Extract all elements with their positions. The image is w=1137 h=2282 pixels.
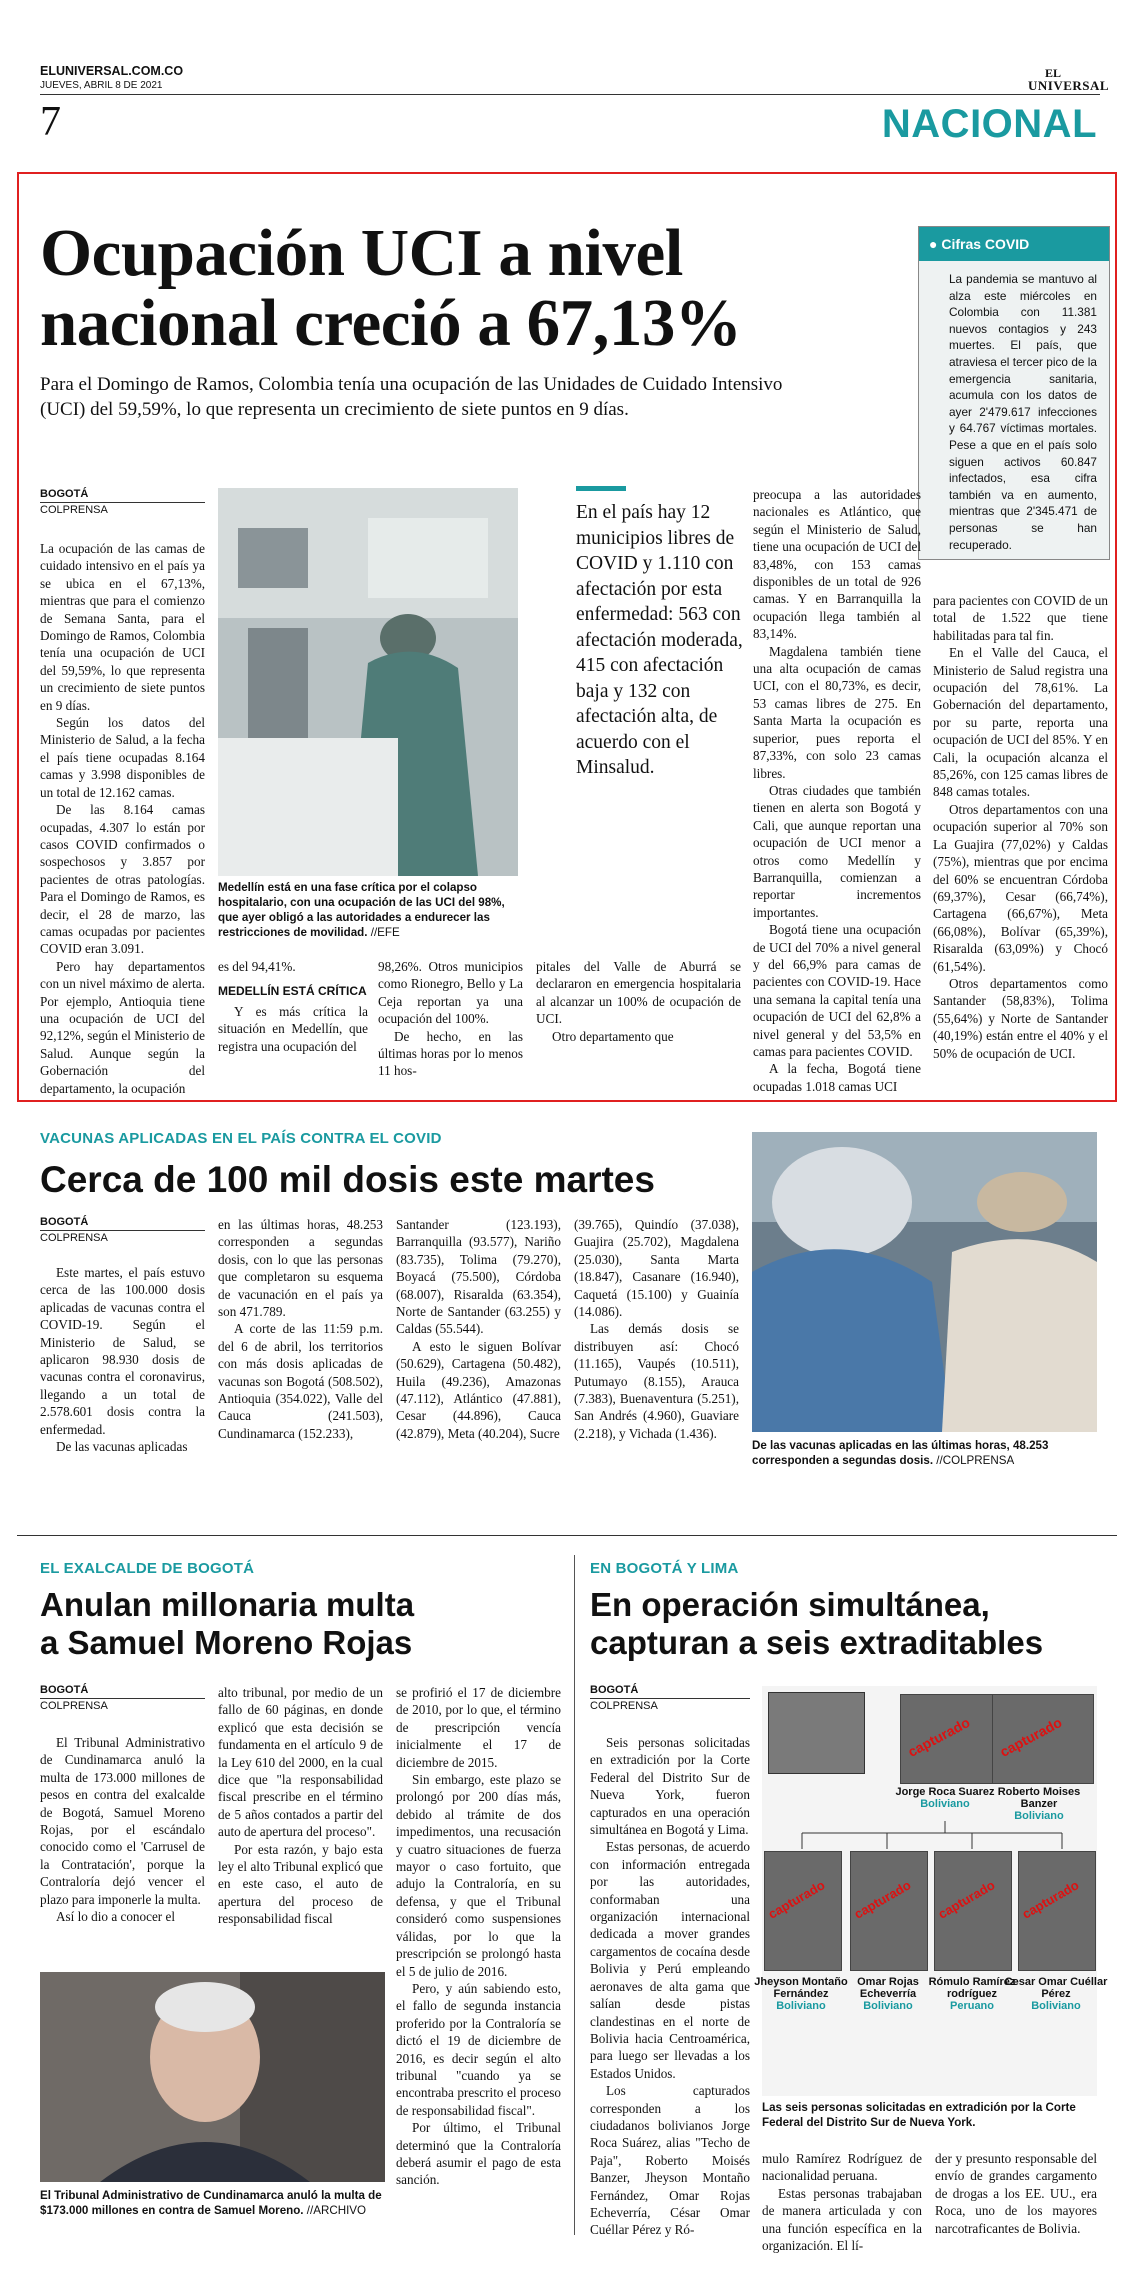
vacunas-headline: Cerca de 100 mil dosis este martes [40,1159,655,1200]
paragraph: En el Valle del Cauca, el Ministerio de Salud registra una ocupación del 78,61%. La Gobernación del departamento, por su parte, reporta una ocupación de UCI del 85%. Y en Cali, la ocupación alcanza el 85,26%, con 125 camas libres de 848 camas totales. [933,645,1108,800]
moreno-headline [40,1586,414,1662]
byline-agency: COLPRENSA [40,1700,108,1712]
byline-city: BOGOTÁ [40,1216,205,1231]
byline-agency: COLPRENSA [590,1700,658,1712]
paragraph: La ocupación de las camas de cuidado intensivo en el país ya se ubica en el 67,13%, mientras que para el comienzo de Semana Santa, para el Domingo de Ramos, Colombia tenía una ocupación de UCI del 59,59%, lo que representa un crecimiento de siete puntos en 9 días. [40,541,205,713]
paragraph: De las vacunas aplicadas [56,1439,188,1455]
lead-column-4 [536,958,741,1045]
lead-subhead: MEDELLÍN ESTÁ CRÍTICA [218,984,367,999]
extraditables-column-2 [762,2150,922,2254]
lead-column-5 [753,486,921,1095]
person-name: Jheyson Montaño Fernández [754,1976,848,2000]
paragraph: De las 8.164 camas ocupadas, 4.307 lo están por casos COVID confirmados o sospechosos y 3.857 por pacientes de otras patologías. Para el Domingo de Ramos, es decir, el 28 de marzo, las camas ocupadas por pacientes COVID eran 3.091. [40,802,205,957]
person-name-6 [1001,1976,1111,2012]
moreno-caption-text: El Tribunal Administrativo de Cundinamarca anuló la multa de $173.000 millones en contra de Samuel Moreno. [40,2189,382,2217]
moreno-photo [40,1972,385,2182]
paragraph: Según los datos del Ministerio de Salud, a la fecha el país tiene ocupadas 8.164 camas y 3.998 disponibles de un total de 12.162 camas. [40,715,205,800]
person-name: Rómulo Ramírez rodríguez [928,1976,1016,2000]
vacunas-kicker: VACUNAS APLICADAS EN EL PAÍS CONTRA EL COVID [40,1130,442,1147]
extraditables-headline [590,1586,1043,1662]
page-number: 7 [40,99,61,145]
mugshot-2 [992,1694,1094,1784]
moreno-kicker: EL EXALCALDE DE BOGOTÁ [40,1560,255,1577]
circle-icon: ● [929,236,942,252]
lead-caption-credit: //EFE [370,926,400,939]
vacunas-column-1 [40,1264,205,1455]
extraditables-kicker: EN BOGOTÁ Y LIMA [590,1560,739,1577]
issue-date: JUEVES, ABRIL 8 DE 2021 [40,80,163,91]
paragraph: Otros departamentos como Santander (58,83%), Tolima (55,64%) y Norte de Santander (40,19%) están entre el 40% y el 50% de ocupación de UCI. [933,975,1108,1061]
moreno-byline [40,1684,205,1713]
captured-stamp: capturado [1019,1877,1082,1922]
person-nationality: Boliviano [920,1798,970,1810]
paragraph: Pero, y aún sabiendo esto, el fallo de segunda instancia proferido por la Contraloría se dictó el 19 de diciembre de 2016, es decir según el alto tribunal "cuando ya se encontraba prescrito el proceso de responsabilidad fiscal". [396,1980,561,2118]
captured-stamp: capturado [997,1714,1065,1760]
paragraph: A la fecha, Bogotá tiene ocupadas 1.018 camas UCI [753,1061,921,1094]
vacunas-column-3 [396,1216,561,1442]
cifras-covid-title-text: Cifras COVID [941,236,1030,252]
mugshot-5 [934,1851,1012,1971]
person-nationality: Boliviano [1014,1810,1064,1822]
paragraph: Los capturados corresponden a los ciudadanos bolivianos Jorge Roca Suárez, alias "Techo de Paja", Roberto Moisés Banzer, Jheyson Montaño Fernández, Omar Rojas Echeverría, César Omar Cuéllar Pérez y Ró- [590,2083,750,2238]
paragraph: A esto le siguen Bolívar (50.629), Cartagena (50.482), Huila (49.236), Amazonas (47.112), Atlántico (47.881), Cesar (44.896), Cauca (42.879), Meta (40.204), Sucre [396,1338,561,1441]
person-name: Roberto Moises Banzer [997,1786,1081,1810]
paragraph: Otras ciudades que también tienen en alerta son Bogotá y Cali, que aunque reportan una ocupación de UCI menor a otros como Medellín y Barranquilla, comienzan a reportar incrementos importantes. [753,782,921,920]
cifras-covid-text: La pandemia se mantuvo al alza este miércoles en Colombia con 11.381 nuevos contagios y 243 muertes. El país, que atraviesa el tercer pico de la emergencia sanitaria, acumula con los datos de ayer 2'479.617 infecciones y 64.767 víctimas mortales. Pese a que en el país solo siguen activos 60.847 infectados, esa cifra también va en aumento, mientras que 2'345.471 de personas se han recuperado. [949,272,1097,552]
paragraph: Bogotá tiene una ocupación de UCI del 70% a nivel general y del 66,9% para camas de pacientes con COVID-19. Hace una semana la capital tenía una ocupación de UCI del 62,8% a nivel general y del 53,5% en camas para pacientes COVID. [753,922,921,1059]
lead-caption [218,880,518,940]
moreno-column-2 [218,1684,383,1928]
extraditables-column-1 [590,1734,750,2239]
mugshot-3 [764,1851,842,1971]
paragraph: alto tribunal, por medio de un fallo de 60 páginas, en donde explicó que esta decisión se fundamenta en el artículo 9 de la Ley 610 del 2000, en la cual dice que "la responsabilidad fiscal prescribe en el término de 5 años contados a partir del auto de apertura del proceso". [218,1685,383,1840]
moreno-column-1 [40,1734,205,1925]
lead-column-2 [218,958,368,1055]
paragraph: pitales del Valle de Aburrá se declararon en emergencia hospitalaria al alcanzar un 100% de ocupación de UCI. [536,959,741,1027]
paragraph: 98,26%. Otros municipios como Rionegro, Bello y La Ceja reportan ya una ocupación del 100%. [378,959,523,1027]
paragraph: Estas personas, de acuerdo con información entregada por las autoridades, conformaban una organización internacional dedicada a mover grandes cargamentos de cocaína desde Bolivia y Perú empleando aeronaves de alta gama que salían desde pistas clandestinas en el norte de Bolivia hacia Centroamérica, para luego ser llevadas a los Estados Unidos. [590,1839,750,2081]
paragraph: Así lo dio a conocer el [56,1909,176,1925]
vacunas-column-2 [218,1216,383,1442]
byline-city: BOGOTÁ [40,488,205,503]
lead-photo [218,488,518,876]
moreno-caption-credit: //ARCHIVO [306,2204,367,2217]
masthead-rule [40,94,1100,95]
org-connectors [762,1821,1097,1851]
paragraph: se profirió el 17 de diciembre de 2010, por lo que, el término de prescripción vencía inicialmente el 17 de diciembre de 2015. [396,1685,561,1770]
paragraph: es del 94,41%. [218,959,296,974]
moreno-column-3 [396,1684,561,2189]
byline-agency: COLPRENSA [40,504,108,516]
person-nationality: Boliviano [776,2000,826,2012]
extraditables-column-3 [935,2150,1097,2237]
lead-headline [40,218,741,358]
paragraph: Pero hay departamentos con un nivel máximo de alerta. Por ejemplo, Antioquia tiene una ocupación de UCI del 92,12%, según el Ministerio de Salud. Aunque según la Gobernación del departamento, la ocupación [40,958,205,1096]
paragraph: en las últimas horas, 48.253 corresponden a segundas dosis, con lo que las personas que completaron su esquema de vacunación en el país ya son 471.789. [218,1217,383,1320]
captured-stamp: capturado [851,1877,914,1922]
column-divider [574,1555,575,2235]
pullquote-bar [576,486,626,491]
mugshot-6 [1018,1851,1096,1971]
paragraph: Por último, el Tribunal determinó que la Contraloría deberá asumir el pago de esta sanción. [396,2120,561,2188]
logo: UNIVERSAL [1028,78,1110,93]
extraditables-headline-line1: En operación simultánea, [590,1586,990,1623]
person-name: Cesar Omar Cuéllar Pérez [1004,1976,1108,2000]
extraditables-graphic [754,1686,1108,2096]
paragraph: Santander (123.193), Barranquilla (93.577), Nariño (83.735), Tolima (79.270), Boyacá (75.500), Córdoba (68.007), Risaralda (63.354), Norte de Santander (63.255) y Caldas (55.544). [396,1217,561,1337]
lead-headline-line1: Ocupación UCI a nivel [40,216,683,290]
vacunas-byline [40,1216,205,1245]
pullquote: En el país hay 12 municipios libres de COVID y 1.110 con afectación por esta enfermedad: 563 con afectación moderada, 415 con afectación baja y 132 con afectación alta, de acuerdo con el Minsalud. [576,502,743,778]
paragraph: (39.765), Quindío (37.038), Guajira (25.702), Magdalena (25.030), Santa Marta (18.847), Casanare (16.940), Caquetá (15.100) y Guainía (14.086). [574,1217,739,1320]
vacunas-caption [752,1438,1097,1468]
portrait-photo [40,1972,385,2182]
lead-column-6 [933,592,1108,1062]
person-nationality: Boliviano [863,2000,913,2012]
captured-stamp: capturado [935,1877,998,1922]
person-nationality: Boliviano [1031,2000,1081,2012]
extraditables-caption: Las seis personas solicitadas en extradición por la Corte Federal del Distrito Sur de Nueva York. [762,2101,1076,2129]
archive-photo [768,1692,865,1774]
extraditables-byline [590,1684,750,1713]
lead-headline-line2: nacional creció a 67,13% [40,286,742,360]
person-name: Jorge Roca Suarez [895,1786,995,1798]
logo-top: EL [1045,66,1062,80]
paragraph: Y es más crítica la situación en Medellín, que registra una ocupación del [218,1003,368,1054]
person-name: Omar Rojas Echeverría [857,1976,919,2000]
moreno-caption [40,2188,385,2218]
paragraph: der y presunto responsable del envío de grandes cargamento de drogas a los EE. UU., era Roca, uno de los mayores narcotraficantes de Bolivia. [935,2151,1097,2236]
paragraph: Magdalena también tiene una alta ocupación de camas UCI, con el 80,73%, es decir, 53 camas libres de 275. En Santa Marta la ocupación es superior, pues reporta el 87,33%, con solo 23 camas libres. [753,643,921,781]
paragraph: mulo Ramírez Rodríguez de nacionalidad peruana. [762,2151,922,2184]
extraditables-headline-line2: capturan a seis extraditables [590,1624,1044,1661]
vacunas-caption-text: De las vacunas aplicadas en las últimas horas, 48.253 corresponden a segundas dosis. [752,1439,1049,1467]
paragraph: De hecho, en las últimas horas por lo menos 11 hos- [378,1028,523,1079]
lead-caption-text: Medellín está en una fase crítica por el colapso hospitalario, con una ocupación de las UCI del 98%, que ayer obligó a las autoridades a endurecer las restricciones de movilidad. [218,881,505,939]
paragraph: Seis personas solicitadas en extradición por la Corte Federal del Distrito Sur de Nueva York, fueron capturados en una operación simultánea en Bogotá y Lima. [590,1735,750,1838]
byline-city: BOGOTÁ [40,1684,205,1699]
captured-stamp: capturado [905,1714,973,1760]
section-divider [17,1535,1117,1536]
mugshot-1 [900,1694,1002,1784]
paragraph: para pacientes con COVID de un total de 1.522 que tiene habilitadas para tal fin. [933,593,1108,643]
cifras-covid-title [919,227,1109,261]
paragraph: preocupa a las autoridades nacionales es Atlántico, que según el Ministerio de Salud, tiene una ocupación de UCI del 83,48%, con 153 camas disponibles de un total de 926 camas. Y en Barranquilla la ocupación llega también al 83,14%. [753,487,921,642]
paragraph: Estas personas trabajaban de manera articulada y con una función específica en la organización. El lí- [762,2185,922,2254]
icu-photo [218,488,518,876]
site-name: ELUNIVERSAL.COM.CO [40,64,184,78]
vaccination-photo [752,1132,1097,1432]
section-name: NACIONAL [881,102,1097,146]
vacunas-column-4 [574,1216,739,1442]
mugshot-4 [850,1851,928,1971]
paragraph: Las demás dosis se distribuyen así: Chocó (11.165), Vaupés (10.511), Putumayo (8.155), Arauca (7.383), Buenaventura (5.251), San Andrés (4.960), Guaviare (2.218), y Vichada (1.436). [574,1321,739,1441]
paragraph: Otros departamentos con una ocupación superior al 70% son La Guajira (77,02%) y Caldas (75%), mientras que por encima del 60% se encuentran Córdoba (69,37%), Cesar (66,74%), Cartagena (66,67%), Meta (66,08%), Bolívar (65,39%), Risaralda (63,09%) y Chocó (61,54%). [933,801,1108,974]
paragraph: El Tribunal Administrativo de Cundinamarca anuló la multa de 173.000 millones de pesos en contra del exalcalde de Bogotá, Samuel Moreno Rojas, por el escándalo conocido como el 'Carrusel de la Contratación', porque la Contraloría dejó vencer el plazo para imponerle la multa. [40,1735,205,1907]
vacunas-photo [752,1132,1097,1432]
person-name-2 [984,1786,1094,1822]
paragraph: A corte de las 11:59 p.m. del 6 de abril, los territorios con más dosis aplicadas de vacunas son Bogotá (508.502), Antioquia (354.022), Valle del Cauca (241.503), Cundinamarca (152.233), [218,1321,383,1441]
cifras-covid-box [918,226,1110,560]
person-nationality: Peruano [949,2000,994,2012]
moreno-headline-line1: Anulan millonaria multa [40,1586,415,1623]
lead-column-1 [40,540,205,1097]
lead-dek: Para el Domingo de Ramos, Colombia tenía una ocupación de las Unidades de Cuidado Intensivo (UCI) del 59,59%, lo que representa un crecimiento de siete puntos en 9 días. [40,374,783,420]
paragraph: Sin embargo, este plazo se prolongó por 200 días más, debido al trámite de dos impedimentos, una recusación y cuatro situaciones de fuerza mayor o caso fortuito, que adujo la Contraloría, en su defensa, y que el Tribunal consideró como suspensiones válidas, por lo que la prescripción se prolongó hasta el 5 de julio de 2016. [396,1772,561,1979]
paragraph: Por esta razón, y bajo esta ley el alto Tribunal explicó que en este caso, el auto de apertura del proceso de responsabilidad fiscal [218,1841,383,1927]
paragraph: Otro departamento que [552,1028,674,1044]
vacunas-caption-credit: //COLPRENSA [936,1454,1015,1467]
lead-byline [40,488,205,517]
lead-column-3 [378,958,523,1080]
byline-agency: COLPRENSA [40,1232,108,1244]
moreno-headline-line2: a Samuel Moreno Rojas [40,1624,413,1661]
captured-stamp: capturado [765,1877,828,1922]
paragraph: Este martes, el país estuvo cerca de las 100.000 dosis aplicadas de vacunas contra el COVID-19. Según el Ministerio de Salud, se aplicaron 98.930 dosis de vacunas contra el coronavirus, llegando a un total de 2.578.601 dosis contra la enfermedad. [40,1265,205,1437]
byline-city: BOGOTÁ [590,1684,750,1699]
